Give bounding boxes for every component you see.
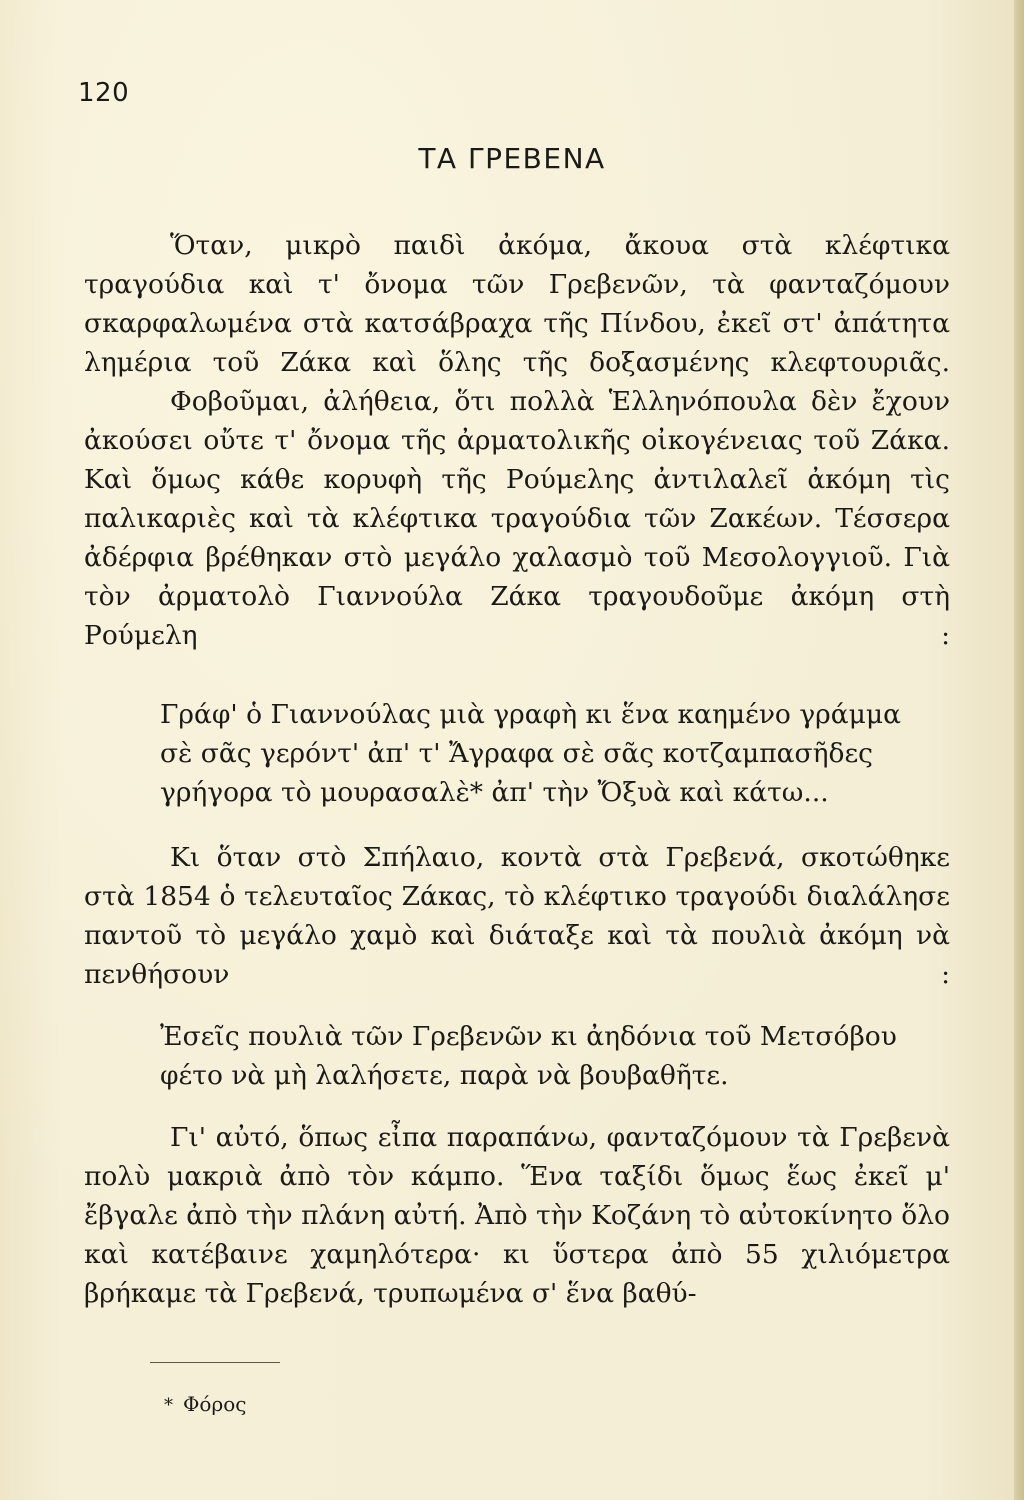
verse-line: γρήγορα τὸ μουρασαλὲ* ἀπ' τὴν Ὄξυὰ καὶ κάτω... (160, 777, 829, 808)
page-edge (1014, 0, 1024, 1500)
verse-line: φέτο νὰ μὴ λαλήσετε, παρὰ νὰ βουβαθῆτε. (160, 1060, 729, 1091)
paragraph-4: Γι' αὐτό, ὅπως εἶπα παραπάνω, φανταζόμουν τὰ Γρεβενὰ πολὺ μακριὰ ἀπὸ τὸν κάμπο. Ἕνα ταξίδι ὅμως ἕως ἐκεῖ μ' ἔβγαλε ἀπὸ τὴν πλάνη αὐτή. Ἀπὸ τὴν Κοζάνη τὸ αὐτοκίνητο ὅλο καὶ κατέβαινε χαμηλότερα· κι ὕστερα ἀπὸ 55 χιλιόμετρα βρήκαμε τὰ Γρεβενά, τρυπωμένα σ' ἕνα βαθύ- (84, 1122, 950, 1309)
paragraph-3: Κι ὅταν στὸ Σπήλαιο, κοντὰ στὰ Γρεβενά, σκοτώθηκε στὰ 1854 ὁ τελευταῖος Ζάκας, τὸ κλέφτικο τραγούδι διαλάλησε παντοῦ τὸ μεγάλο χαμὸ καὶ διάταξε καὶ τὰ πουλιὰ ἀκόμη νὰ πενθήσουν : (84, 842, 950, 990)
footnote-text: Φόρος (183, 1392, 247, 1416)
footnote-marker: * (164, 1395, 173, 1416)
paragraph-2: Φοβοῦμαι, ἀλήθεια, ὅτι πολλὰ Ἑλληνόπουλα δὲν ἔχουν ἀκούσει οὔτε τ' ὄνομα τῆς ἀρματολικῆς οἰκογένειας τοῦ Ζάκα. Καὶ ὅμως κάθε κορυφὴ τῆς Ρούμελης ἀντιλαλεῖ ἀκόμη τὶς παλικαριὲς καὶ τὰ κλέφτικα τραγούδια τῶν Ζακέων. Τέσσερα ἀδέρφια βρέθηκαν στὸ μεγάλο χαλασμὸ τοῦ Μεσολογγιοῦ. Γιὰ τὸν ἀρματολὸ Γιαννούλα Ζάκα τραγουδοῦμε ἀκόμη στὴ Ρούμελη : (84, 386, 950, 651)
verse-line: σὲ σᾶς γερόντ' ἀπ' τ' Ἄγραφα σὲ σᾶς κοτζαμπασῆδες (160, 738, 874, 769)
footnote-rule (150, 1362, 280, 1363)
page-number: 120 (78, 78, 130, 108)
footnote (164, 1392, 246, 1416)
verse-1 (160, 695, 960, 812)
paragraph-1: Ὅταν, μικρὸ παιδὶ ἀκόμα, ἄκουα στὰ κλέφτικα τραγούδια καὶ τ' ὄνομα τῶν Γρεβενῶν, τὰ φανταζόμουν σκαρφαλωμένα στὰ κατσάβραχα τῆς Πίνδου, ἐκεῖ στ' ἀπάτητα λημέρια τοῦ Ζάκα καὶ ὅλης τῆς δοξασμένης κλεφτουριᾶς. (84, 230, 950, 378)
verse-line: Γράφ' ὁ Γιαννούλας μιὰ γραφὴ κι ἕνα καημένο γράμμα (160, 699, 901, 730)
verse-2 (160, 1017, 960, 1095)
verse-line: Ἐσεῖς πουλιὰ τῶν Γρεβενῶν κι ἀηδόνια τοῦ Μετσόβου (160, 1021, 897, 1052)
running-header: ΤΑ ΓΡΕΒΕΝΑ (418, 142, 606, 175)
